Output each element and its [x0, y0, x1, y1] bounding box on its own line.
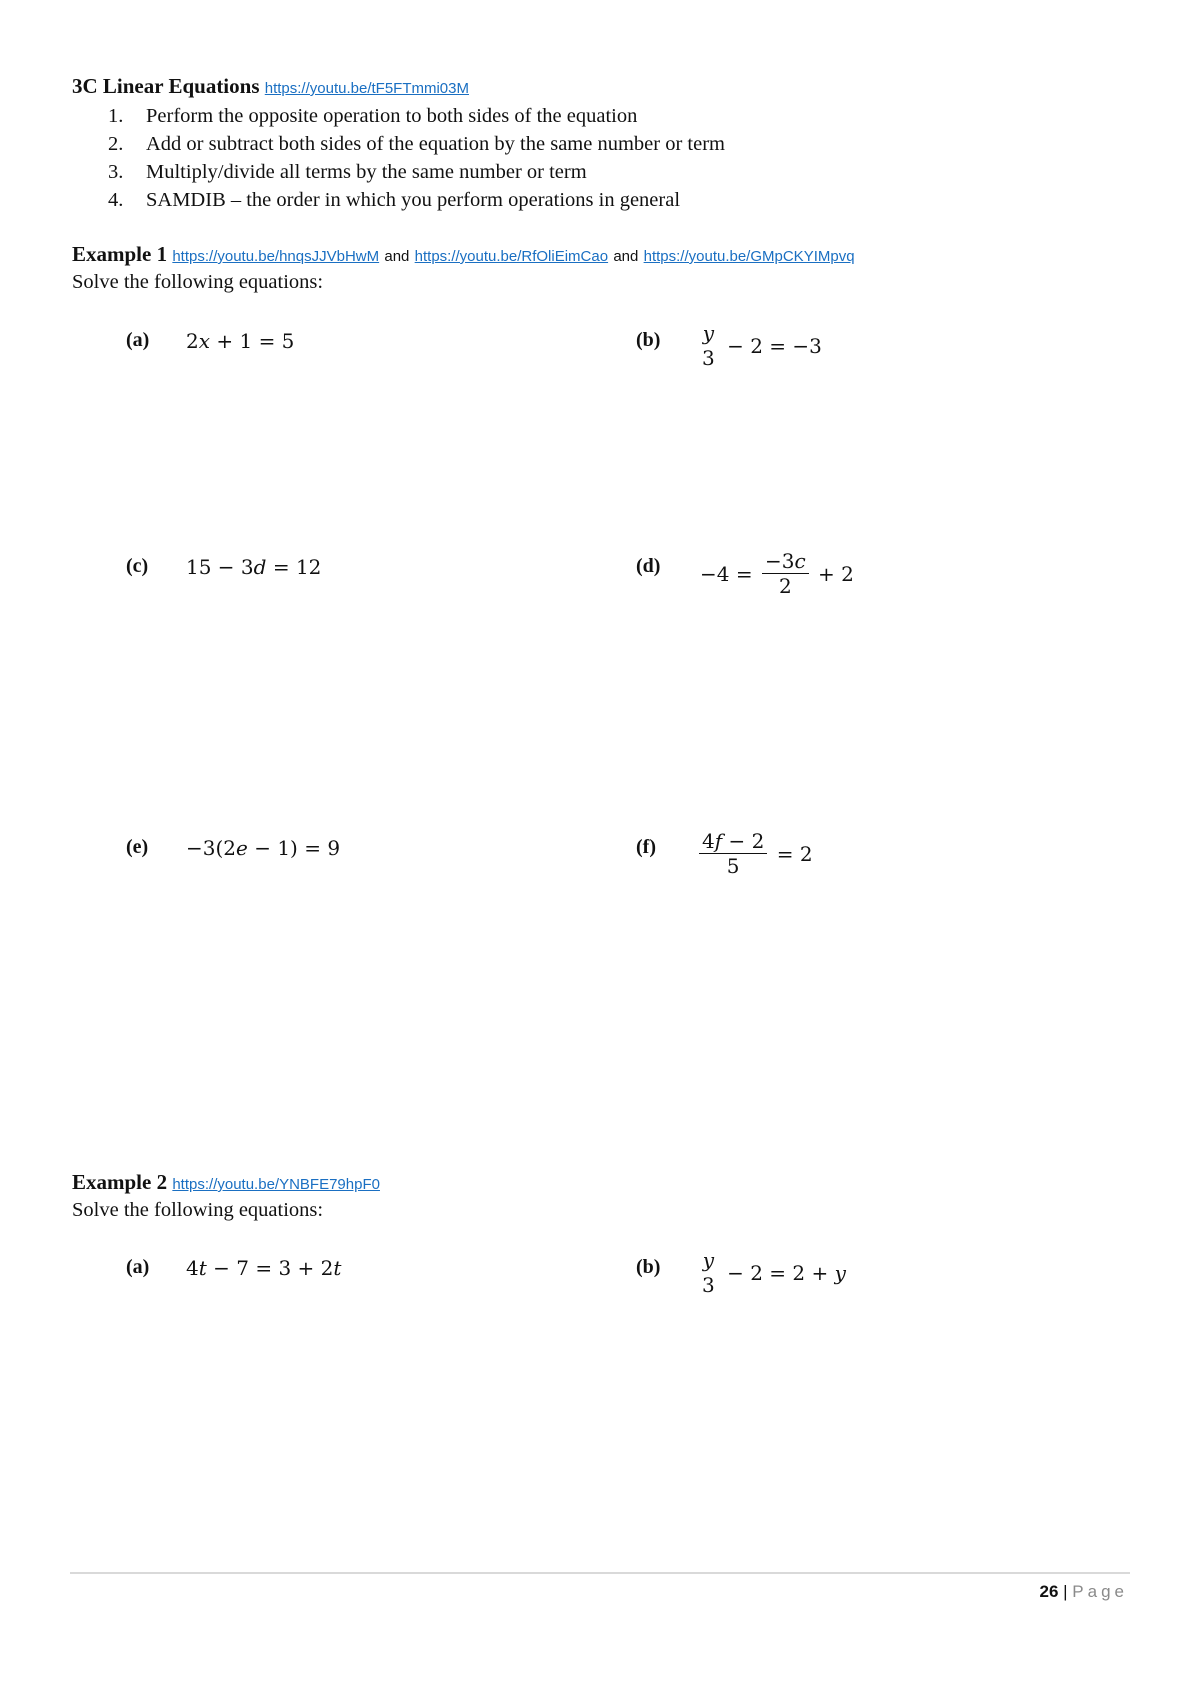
list-item-text: Add or subtract both sides of the equation by the same number or term: [146, 133, 725, 155]
list-item: [108, 158, 725, 186]
example2-link[interactable]: https://youtu.be/YNBFE79hpF0: [172, 1176, 380, 1193]
page-number: 26: [1039, 1582, 1059, 1601]
example2-heading: [72, 1170, 380, 1195]
example2-instruction: Solve the following equations:: [72, 1199, 324, 1221]
question-label-a: (a): [126, 1256, 150, 1278]
list-item-text: SAMDIB – the order in which you perform operations in general: [146, 189, 681, 211]
list-item-number: 4.: [108, 189, 124, 211]
page-word: Page: [1072, 1582, 1128, 1601]
equation-1e: −3(2e − 1) = 9: [186, 836, 341, 860]
question-label-d: (d): [636, 555, 661, 577]
list-item-number: 1.: [108, 105, 124, 127]
steps-list: [108, 102, 725, 214]
equation-2a: 4t − 7 = 3 + 2t: [186, 1256, 342, 1280]
page-footer: [1039, 1582, 1128, 1602]
question-label-a: (a): [126, 329, 150, 351]
section-title: 3C Linear Equations: [72, 74, 260, 98]
equation-1d: −4 = $\frac{-3c}{2}$ + 2: [700, 549, 854, 598]
footer-separator: |: [1063, 1582, 1068, 1601]
example1-heading: [72, 242, 855, 267]
equation-1c: 15 − 3d = 12: [186, 555, 322, 579]
equation-2b: y 3 − 2 = 2 + y: [702, 1248, 846, 1297]
list-item: [108, 186, 725, 214]
link-connector: and: [384, 248, 410, 265]
example1-title: Example 1: [72, 242, 168, 266]
example1-link-2[interactable]: https://youtu.be/RfOliEimCao: [414, 248, 609, 265]
list-item-text: Perform the opposite operation to both sides of the equation: [146, 105, 638, 127]
footer-divider: [70, 1572, 1130, 1574]
example1-link-1[interactable]: https://youtu.be/hnqsJJVbHwM: [172, 248, 380, 265]
equation-1a: 2x + 1 = 5: [186, 329, 295, 353]
question-label-b: (b): [636, 329, 661, 351]
equation-1f: $\frac{4f - 2}{5}$ = 2: [696, 830, 813, 877]
example2-title: Example 2: [72, 1170, 168, 1194]
question-label-c: (c): [126, 555, 149, 577]
list-item-text: Multiply/divide all terms by the same number or term: [146, 161, 587, 183]
list-item: [108, 102, 725, 130]
question-label-e: (e): [126, 836, 149, 858]
question-label-b: (b): [636, 1256, 661, 1278]
link-connector: and: [613, 248, 639, 265]
section-video-link[interactable]: https://youtu.be/tF5FTmmi03M: [264, 80, 469, 97]
example1-link-3[interactable]: https://youtu.be/GMpCKYIMpvq: [643, 248, 855, 265]
list-item: [108, 130, 725, 158]
list-item-number: 3.: [108, 161, 124, 183]
equation-1b: y 3 − 2 = −3: [702, 321, 822, 370]
question-label-f: (f): [636, 836, 656, 858]
section-heading: [72, 74, 469, 99]
list-item-number: 2.: [108, 133, 124, 155]
example1-instruction: Solve the following equations:: [72, 271, 324, 293]
